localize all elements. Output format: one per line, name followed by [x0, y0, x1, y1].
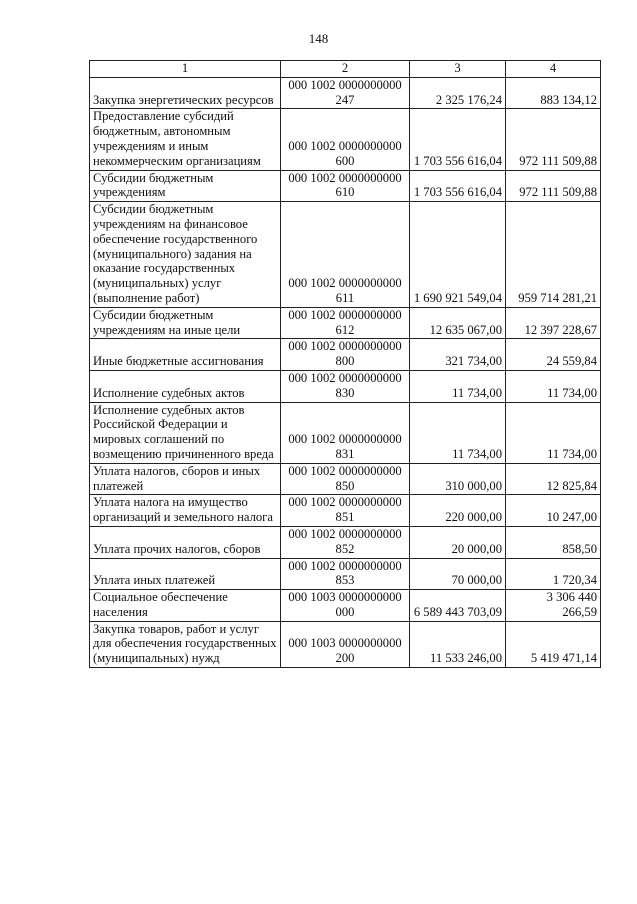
- row-col4-cell: 24 559,84: [506, 339, 601, 371]
- table-row: [90, 77, 601, 109]
- budget-table: [89, 60, 601, 668]
- row-col3-cell: 1 703 556 616,04: [410, 109, 506, 170]
- row-col3-cell: 11 533 246,00: [410, 621, 506, 667]
- row-code-cell: 000 1002 0000000000 612: [281, 307, 410, 339]
- row-name-cell: Субсидии бюджетным учреждениям: [90, 170, 281, 202]
- row-code-cell: 000 1002 0000000000 853: [281, 558, 410, 590]
- row-col4-cell: 11 734,00: [506, 402, 601, 463]
- row-name-cell: Субсидии бюджетным учреждениям на финансовое обеспечение государственного (муниципального) задания на оказание государственных (муниципальных) услуг (выполнение работ): [90, 202, 281, 308]
- row-col4-cell: 972 111 509,88: [506, 170, 601, 202]
- row-code-cell: 000 1002 0000000000 852: [281, 526, 410, 558]
- table-row: [90, 202, 601, 308]
- row-col3-cell: 20 000,00: [410, 526, 506, 558]
- row-code-cell: 000 1002 0000000000 610: [281, 170, 410, 202]
- table-row: [90, 463, 601, 495]
- row-col3-cell: 321 734,00: [410, 339, 506, 371]
- table-header-row: [90, 61, 601, 78]
- table-row: [90, 170, 601, 202]
- column-header: 3: [410, 61, 506, 78]
- row-col3-cell: 6 589 443 703,09: [410, 590, 506, 622]
- row-code-cell: 000 1002 0000000000 600: [281, 109, 410, 170]
- row-col3-cell: 70 000,00: [410, 558, 506, 590]
- column-header: 4: [506, 61, 601, 78]
- row-name-cell: Исполнение судебных актов Российской Федерации и мировых соглашений по возмещению причиненного вреда: [90, 402, 281, 463]
- row-name-cell: Субсидии бюджетным учреждениям на иные цели: [90, 307, 281, 339]
- row-col4-cell: 5 419 471,14: [506, 621, 601, 667]
- row-name-cell: Предоставление субсидий бюджетным, автономным учреждениям и иным некоммерческим организациям: [90, 109, 281, 170]
- row-col4-cell: 12 397 228,67: [506, 307, 601, 339]
- row-code-cell: 000 1002 0000000000 831: [281, 402, 410, 463]
- row-col3-cell: 310 000,00: [410, 463, 506, 495]
- row-col4-cell: 858,50: [506, 526, 601, 558]
- column-header: 1: [90, 61, 281, 78]
- row-name-cell: Закупка энергетических ресурсов: [90, 77, 281, 109]
- row-col4-cell: 11 734,00: [506, 370, 601, 402]
- row-name-cell: Исполнение судебных актов: [90, 370, 281, 402]
- row-col3-cell: 11 734,00: [410, 370, 506, 402]
- column-header: 2: [281, 61, 410, 78]
- row-name-cell: Уплата налогов, сборов и иных платежей: [90, 463, 281, 495]
- row-col3-cell: 1 703 556 616,04: [410, 170, 506, 202]
- row-col3-cell: 2 325 176,24: [410, 77, 506, 109]
- row-col3-cell: 12 635 067,00: [410, 307, 506, 339]
- table-row: [90, 590, 601, 622]
- row-name-cell: Уплата иных платежей: [90, 558, 281, 590]
- row-col3-cell: 11 734,00: [410, 402, 506, 463]
- table-row: [90, 370, 601, 402]
- row-name-cell: Уплата прочих налогов, сборов: [90, 526, 281, 558]
- row-col4-cell: 883 134,12: [506, 77, 601, 109]
- table-row: [90, 526, 601, 558]
- row-code-cell: 000 1002 0000000000 850: [281, 463, 410, 495]
- table-row: [90, 109, 601, 170]
- row-code-cell: 000 1002 0000000000 611: [281, 202, 410, 308]
- table-row: [90, 339, 601, 371]
- row-col3-cell: 1 690 921 549,04: [410, 202, 506, 308]
- table-row: [90, 621, 601, 667]
- row-code-cell: 000 1002 0000000000 851: [281, 495, 410, 527]
- table-row: [90, 558, 601, 590]
- page-number: 148: [308, 31, 329, 46]
- row-col4-cell: 10 247,00: [506, 495, 601, 527]
- row-col4-cell: 1 720,34: [506, 558, 601, 590]
- row-code-cell: 000 1003 0000000000 000: [281, 590, 410, 622]
- row-code-cell: 000 1003 0000000000 200: [281, 621, 410, 667]
- table-row: [90, 307, 601, 339]
- table-row: [90, 402, 601, 463]
- row-col4-cell: 972 111 509,88: [506, 109, 601, 170]
- row-name-cell: Закупка товаров, работ и услуг для обеспечения государственных (муниципальных) нужд: [90, 621, 281, 667]
- row-code-cell: 000 1002 0000000000 830: [281, 370, 410, 402]
- row-col4-cell: 12 825,84: [506, 463, 601, 495]
- row-col3-cell: 220 000,00: [410, 495, 506, 527]
- row-name-cell: Иные бюджетные ассигнования: [90, 339, 281, 371]
- row-code-cell: 000 1002 0000000000 800: [281, 339, 410, 371]
- row-name-cell: Социальное обеспечение населения: [90, 590, 281, 622]
- table-body: [90, 77, 601, 667]
- table-row: [90, 495, 601, 527]
- row-col4-cell: 959 714 281,21: [506, 202, 601, 308]
- row-col4-cell: 3 306 440 266,59: [506, 590, 601, 622]
- row-code-cell: 000 1002 0000000000 247: [281, 77, 410, 109]
- row-name-cell: Уплата налога на имущество организаций и земельного налога: [90, 495, 281, 527]
